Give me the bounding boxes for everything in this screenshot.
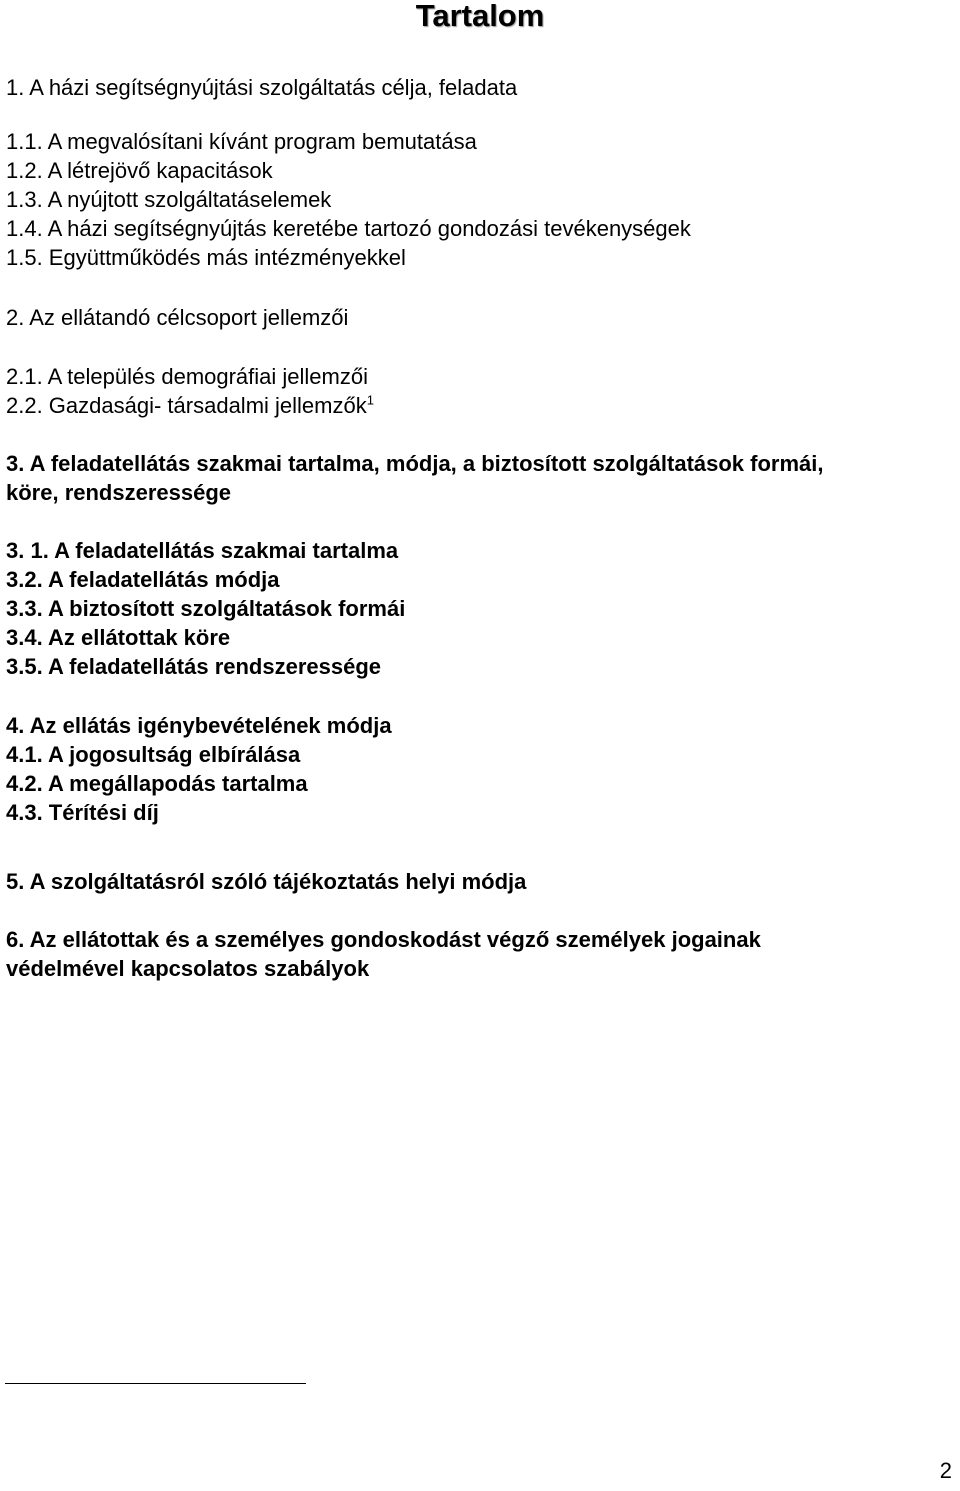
toc-item-4-3: 4.3. Térítési díj: [6, 800, 159, 825]
toc-item-3-2: 3.2. A feladatellátás módja: [6, 567, 280, 592]
toc-item-1-2: 1.2. A létrejövő kapacitások: [6, 158, 273, 183]
toc-item-1-4: 1.4. A házi segítségnyújtás keretébe tartozó gondozási tevékenységek: [6, 216, 691, 241]
toc-item-3-3: 3.3. A biztosított szolgáltatások formái: [6, 596, 406, 621]
toc-item-3-4: 3.4. Az ellátottak köre: [6, 625, 231, 650]
page-title: Tartalom: [415, 0, 545, 33]
toc-item-2-2-label: 2.2. Gazdasági- társadalmi jellemzők: [6, 393, 367, 418]
toc-item-1-3: 1.3. A nyújtott szolgáltatáselemek: [6, 187, 332, 212]
page-number: 2: [939, 1458, 952, 1483]
footnote-separator: [5, 1383, 306, 1384]
toc-item-3-5: 3.5. A feladatellátás rendszeressége: [6, 654, 382, 679]
toc-item-2: 2. Az ellátandó célcsoport jellemzői: [6, 305, 349, 330]
toc-item-3-1: 3. 1. A feladatellátás szakmai tartalma: [6, 538, 399, 563]
toc-item-2-1: 2.1. A település demográfiai jellemzői: [6, 364, 368, 389]
toc-item-4-1: 4.1. A jogosultság elbírálása: [6, 742, 301, 767]
toc-item-5: 5. A szolgáltatásról szóló tájékoztatás helyi módja: [6, 869, 527, 894]
toc-item-4: 4. Az ellátás igénybevételének módja: [6, 713, 392, 738]
toc-item-1-5: 1.5. Együttműködés más intézményekkel: [6, 245, 406, 270]
toc-item-3-line2: köre, rendszeressége: [6, 480, 232, 505]
toc-item-6-line1: 6. Az ellátottak és a személyes gondoskodást végző személyek jogainak: [6, 927, 761, 952]
toc-item-4-2: 4.2. A megállapodás tartalma: [6, 771, 308, 796]
toc-item-3-line1: 3. A feladatellátás szakmai tartalma, módja, a biztosított szolgáltatások formái,: [6, 451, 824, 476]
footnote-reference: 1: [366, 392, 374, 408]
toc-item-6-line2: védelmével kapcsolatos szabályok: [6, 956, 370, 981]
toc-item-1: 1. A házi segítségnyújtási szolgáltatás célja, feladata: [6, 75, 518, 100]
toc-item-1-1: 1.1. A megvalósítani kívánt program bemutatása: [6, 129, 477, 154]
toc-item-2-2: [6, 393, 374, 419]
